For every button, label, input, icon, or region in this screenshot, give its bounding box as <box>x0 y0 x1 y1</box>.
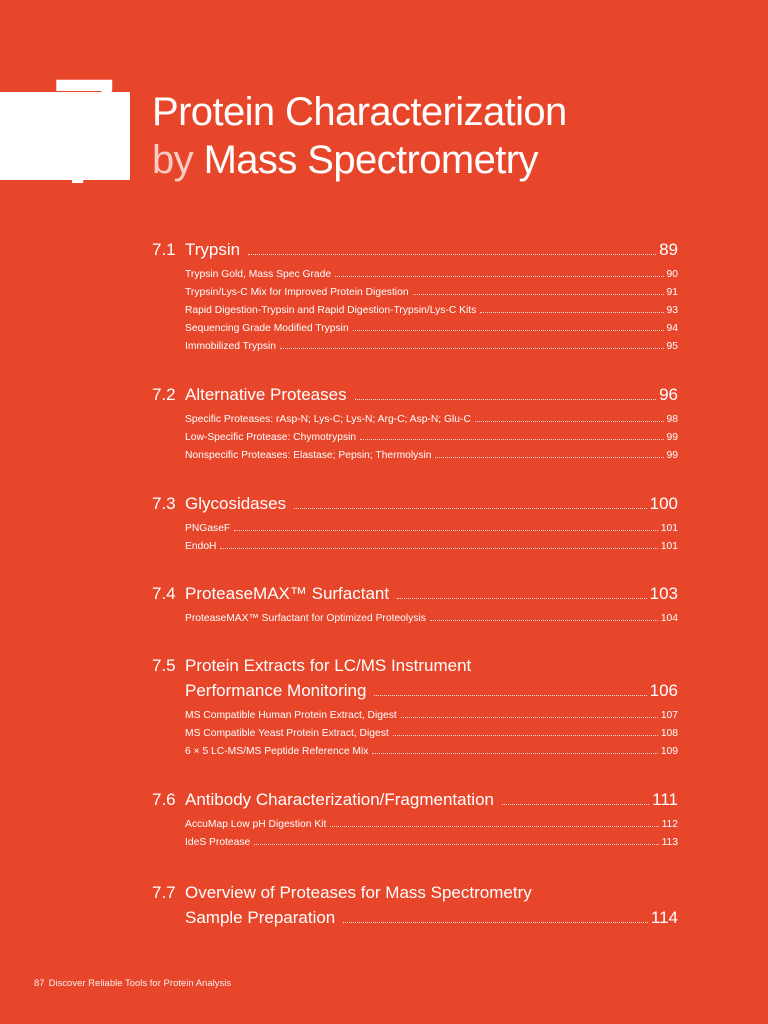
section-heading-continued[interactable] <box>152 678 678 703</box>
section-title-line1: Overview of Proteases for Mass Spectrometry <box>185 883 532 902</box>
item-label: Rapid Digestion-Trypsin and Rapid Digestion-Trypsin/Lys-C Kits <box>185 305 477 316</box>
item-label: Nonspecific Proteases: Elastase; Pepsin; Thermolysin <box>185 450 432 461</box>
item-page: 101 <box>660 541 678 552</box>
item-label: MS Compatible Yeast Protein Extract, Digest <box>185 728 389 739</box>
dot-leader <box>294 507 647 509</box>
dot-leader <box>480 311 663 313</box>
dot-leader <box>343 921 648 923</box>
section-heading[interactable] <box>152 880 678 905</box>
item-label: Specific Proteases: rAsp-N; Lys-C; Lys-N; Arg-C; Asp-N; Glu-C <box>185 414 471 425</box>
item-page: 107 <box>660 710 678 721</box>
dot-leader <box>355 398 656 400</box>
item-page: 90 <box>666 269 678 280</box>
section-number: 7.1 <box>152 240 176 259</box>
toc-item[interactable] <box>185 743 678 761</box>
section-title: Sample Preparation <box>185 908 336 927</box>
dot-leader <box>335 275 663 277</box>
section-number: 7.2 <box>152 385 176 404</box>
section-items <box>152 411 678 465</box>
item-page: 98 <box>666 414 678 425</box>
dot-leader <box>254 843 658 845</box>
item-page: 108 <box>660 728 678 739</box>
dot-leader <box>220 547 657 549</box>
dot-leader <box>360 438 663 440</box>
toc-item[interactable] <box>185 725 678 743</box>
toc-section-7-3[interactable] <box>152 491 678 556</box>
page-footer <box>34 977 231 991</box>
dot-leader <box>413 293 664 295</box>
item-page: 93 <box>666 305 678 316</box>
section-heading[interactable] <box>152 787 678 812</box>
section-page: 100 <box>649 494 678 513</box>
item-label: MS Compatible Human Protein Extract, Digest <box>185 710 397 721</box>
section-heading[interactable] <box>152 491 678 516</box>
dot-leader <box>330 825 658 827</box>
dot-leader <box>353 329 664 331</box>
toc-item[interactable] <box>185 284 678 302</box>
toc-section-7-5[interactable] <box>152 653 678 761</box>
chapter-title-line2: Mass Spectrometry <box>203 138 538 182</box>
section-items <box>152 610 678 628</box>
dot-leader <box>502 803 649 805</box>
section-title: Antibody Characterization/Fragmentation <box>185 790 494 809</box>
item-label: IdeS Protease <box>185 837 251 848</box>
dot-leader <box>435 456 663 458</box>
item-label: AccuMap Low pH Digestion Kit <box>185 819 327 830</box>
section-heading-continued[interactable] <box>152 905 678 930</box>
toc-item[interactable] <box>185 707 678 725</box>
section-number: 7.7 <box>152 883 176 902</box>
section-heading[interactable] <box>152 382 678 407</box>
section-items <box>152 520 678 556</box>
toc-item[interactable] <box>185 447 678 465</box>
dot-leader <box>475 420 664 422</box>
section-items <box>152 707 678 761</box>
item-page: 94 <box>666 323 678 334</box>
dot-leader <box>234 529 658 531</box>
toc-item[interactable] <box>185 610 678 628</box>
chapter-title <box>152 88 567 184</box>
toc-item[interactable] <box>185 320 678 338</box>
item-page: 91 <box>666 287 678 298</box>
item-page: 99 <box>666 432 678 443</box>
chapter-title-line1: Protein Characterization <box>152 90 567 134</box>
section-number: 7.3 <box>152 494 176 513</box>
item-label: Sequencing Grade Modified Trypsin <box>185 323 349 334</box>
footer-page-number: 87 <box>34 978 45 989</box>
section-heading[interactable] <box>152 581 678 606</box>
toc-item[interactable] <box>185 816 678 834</box>
toc-item[interactable] <box>185 520 678 538</box>
section-page: 89 <box>659 240 678 259</box>
item-label: Immobilized Trypsin <box>185 341 276 352</box>
section-items <box>152 266 678 356</box>
item-label: Trypsin/Lys-C Mix for Improved Protein Digestion <box>185 287 409 298</box>
dot-leader <box>248 253 656 255</box>
dot-leader <box>280 347 664 349</box>
section-title: Glycosidases <box>185 494 287 513</box>
item-page: 101 <box>660 523 678 534</box>
item-page: 112 <box>661 819 678 830</box>
toc-item[interactable] <box>185 338 678 356</box>
item-page: 109 <box>660 746 678 757</box>
toc-section-7-1[interactable] <box>152 237 678 356</box>
toc-section-7-2[interactable] <box>152 382 678 465</box>
toc-section-7-7[interactable] <box>152 880 678 930</box>
section-page: 106 <box>649 681 678 700</box>
item-label: Low-Specific Protease: Chymotrypsin <box>185 432 357 443</box>
section-page: 103 <box>649 584 678 603</box>
section-heading[interactable] <box>152 653 678 678</box>
section-title: Trypsin <box>185 240 241 259</box>
section-number: 7.4 <box>152 584 176 603</box>
toc-section-7-4[interactable] <box>152 581 678 628</box>
section-heading[interactable] <box>152 237 678 262</box>
item-page: 104 <box>660 613 678 624</box>
footer-text: Discover Reliable Tools for Protein Analysis <box>48 978 232 989</box>
dot-leader <box>393 734 658 736</box>
toc-item[interactable] <box>185 266 678 284</box>
dot-leader <box>372 752 657 754</box>
section-page: 114 <box>650 908 678 927</box>
dot-leader <box>397 597 647 599</box>
section-title: Alternative Proteases <box>185 385 347 404</box>
section-items <box>152 816 678 852</box>
dot-leader <box>430 619 658 621</box>
section-page: 111 <box>652 790 678 809</box>
toc-item[interactable] <box>185 411 678 429</box>
dot-leader <box>401 716 658 718</box>
item-page: 99 <box>666 450 678 461</box>
item-label: ProteaseMAX™ Surfactant for Optimized Proteolysis <box>185 613 426 624</box>
section-title: ProteaseMAX™ Surfactant <box>185 584 390 603</box>
toc-item[interactable] <box>185 302 678 320</box>
section-number: 7.5 <box>152 656 176 675</box>
chapter-title-by: by <box>152 138 194 182</box>
section-title-line1: Protein Extracts for LC/MS Instrument <box>185 656 472 675</box>
item-label: 6 × 5 LC-MS/MS Peptide Reference Mix <box>185 746 369 757</box>
toc-item[interactable] <box>185 429 678 447</box>
section-title: Performance Monitoring <box>185 681 367 700</box>
toc-item[interactable] <box>185 538 678 556</box>
toc-item[interactable] <box>185 834 678 852</box>
toc-section-7-6[interactable] <box>152 787 678 852</box>
item-label: PNGaseF <box>185 523 231 534</box>
item-label: Trypsin Gold, Mass Spec Grade <box>185 269 332 280</box>
item-page: 95 <box>666 341 678 352</box>
item-page: 113 <box>661 837 678 848</box>
dot-leader <box>374 694 646 696</box>
section-page: 96 <box>659 385 678 404</box>
item-label: EndoH <box>185 541 217 552</box>
section-number: 7.6 <box>152 790 176 809</box>
chapter-number: 7 <box>50 47 112 215</box>
